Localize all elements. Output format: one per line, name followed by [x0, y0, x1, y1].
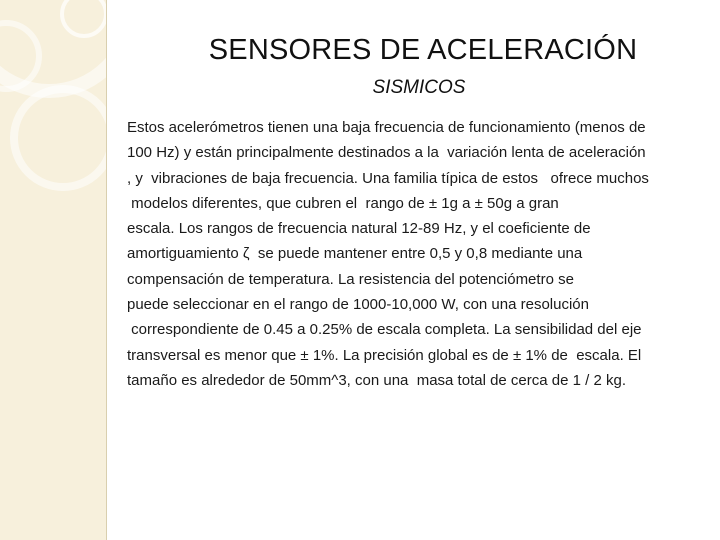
body-line: Estos acelerómetros tienen una baja frecuencia de funcionamiento (menos de	[127, 119, 646, 136]
body-line: escala. Los rangos de frecuencia natural 12-89 Hz, y el coeficiente de	[127, 220, 591, 238]
slide-title: SENSORES DE ACELERACIÓN	[208, 34, 638, 66]
body-line: compensación de temperatura. La resistencia del potenciómetro se	[127, 270, 574, 288]
body-line: 100 Hz) y están principalmente destinados a la variación lenta de aceleración	[127, 144, 646, 162]
body-line: modelos diferentes, que cubren el rango de ± 1g a ± 50g a gran	[127, 194, 559, 212]
body-line: transversal es menor que ± 1%. La precisión global es de ± 1% de escala. El	[127, 346, 642, 364]
body-line: , y vibraciones de baja frecuencia. Una familia típica de estos ofrece muchos	[127, 169, 649, 187]
decorative-ring	[10, 85, 107, 191]
body-line: correspondiente de 0.45 a 0.25% de escala completa. La sensibilidad del eje	[127, 321, 642, 339]
decorative-side-band	[0, 0, 107, 540]
body-line: amortiguamiento ζ se puede mantener entre 0,5 y 0,8 mediante una	[127, 245, 583, 263]
body-line: tamaño es alrededor de 50mm^3, con una masa total de cerca de 1 / 2 kg.	[127, 371, 626, 389]
body-line: puede seleccionar en el rango de 1000-10,000 W, con una resolución	[127, 296, 589, 314]
slide-subtitle: SISMICOS	[372, 77, 466, 98]
slide-body	[127, 115, 697, 393]
